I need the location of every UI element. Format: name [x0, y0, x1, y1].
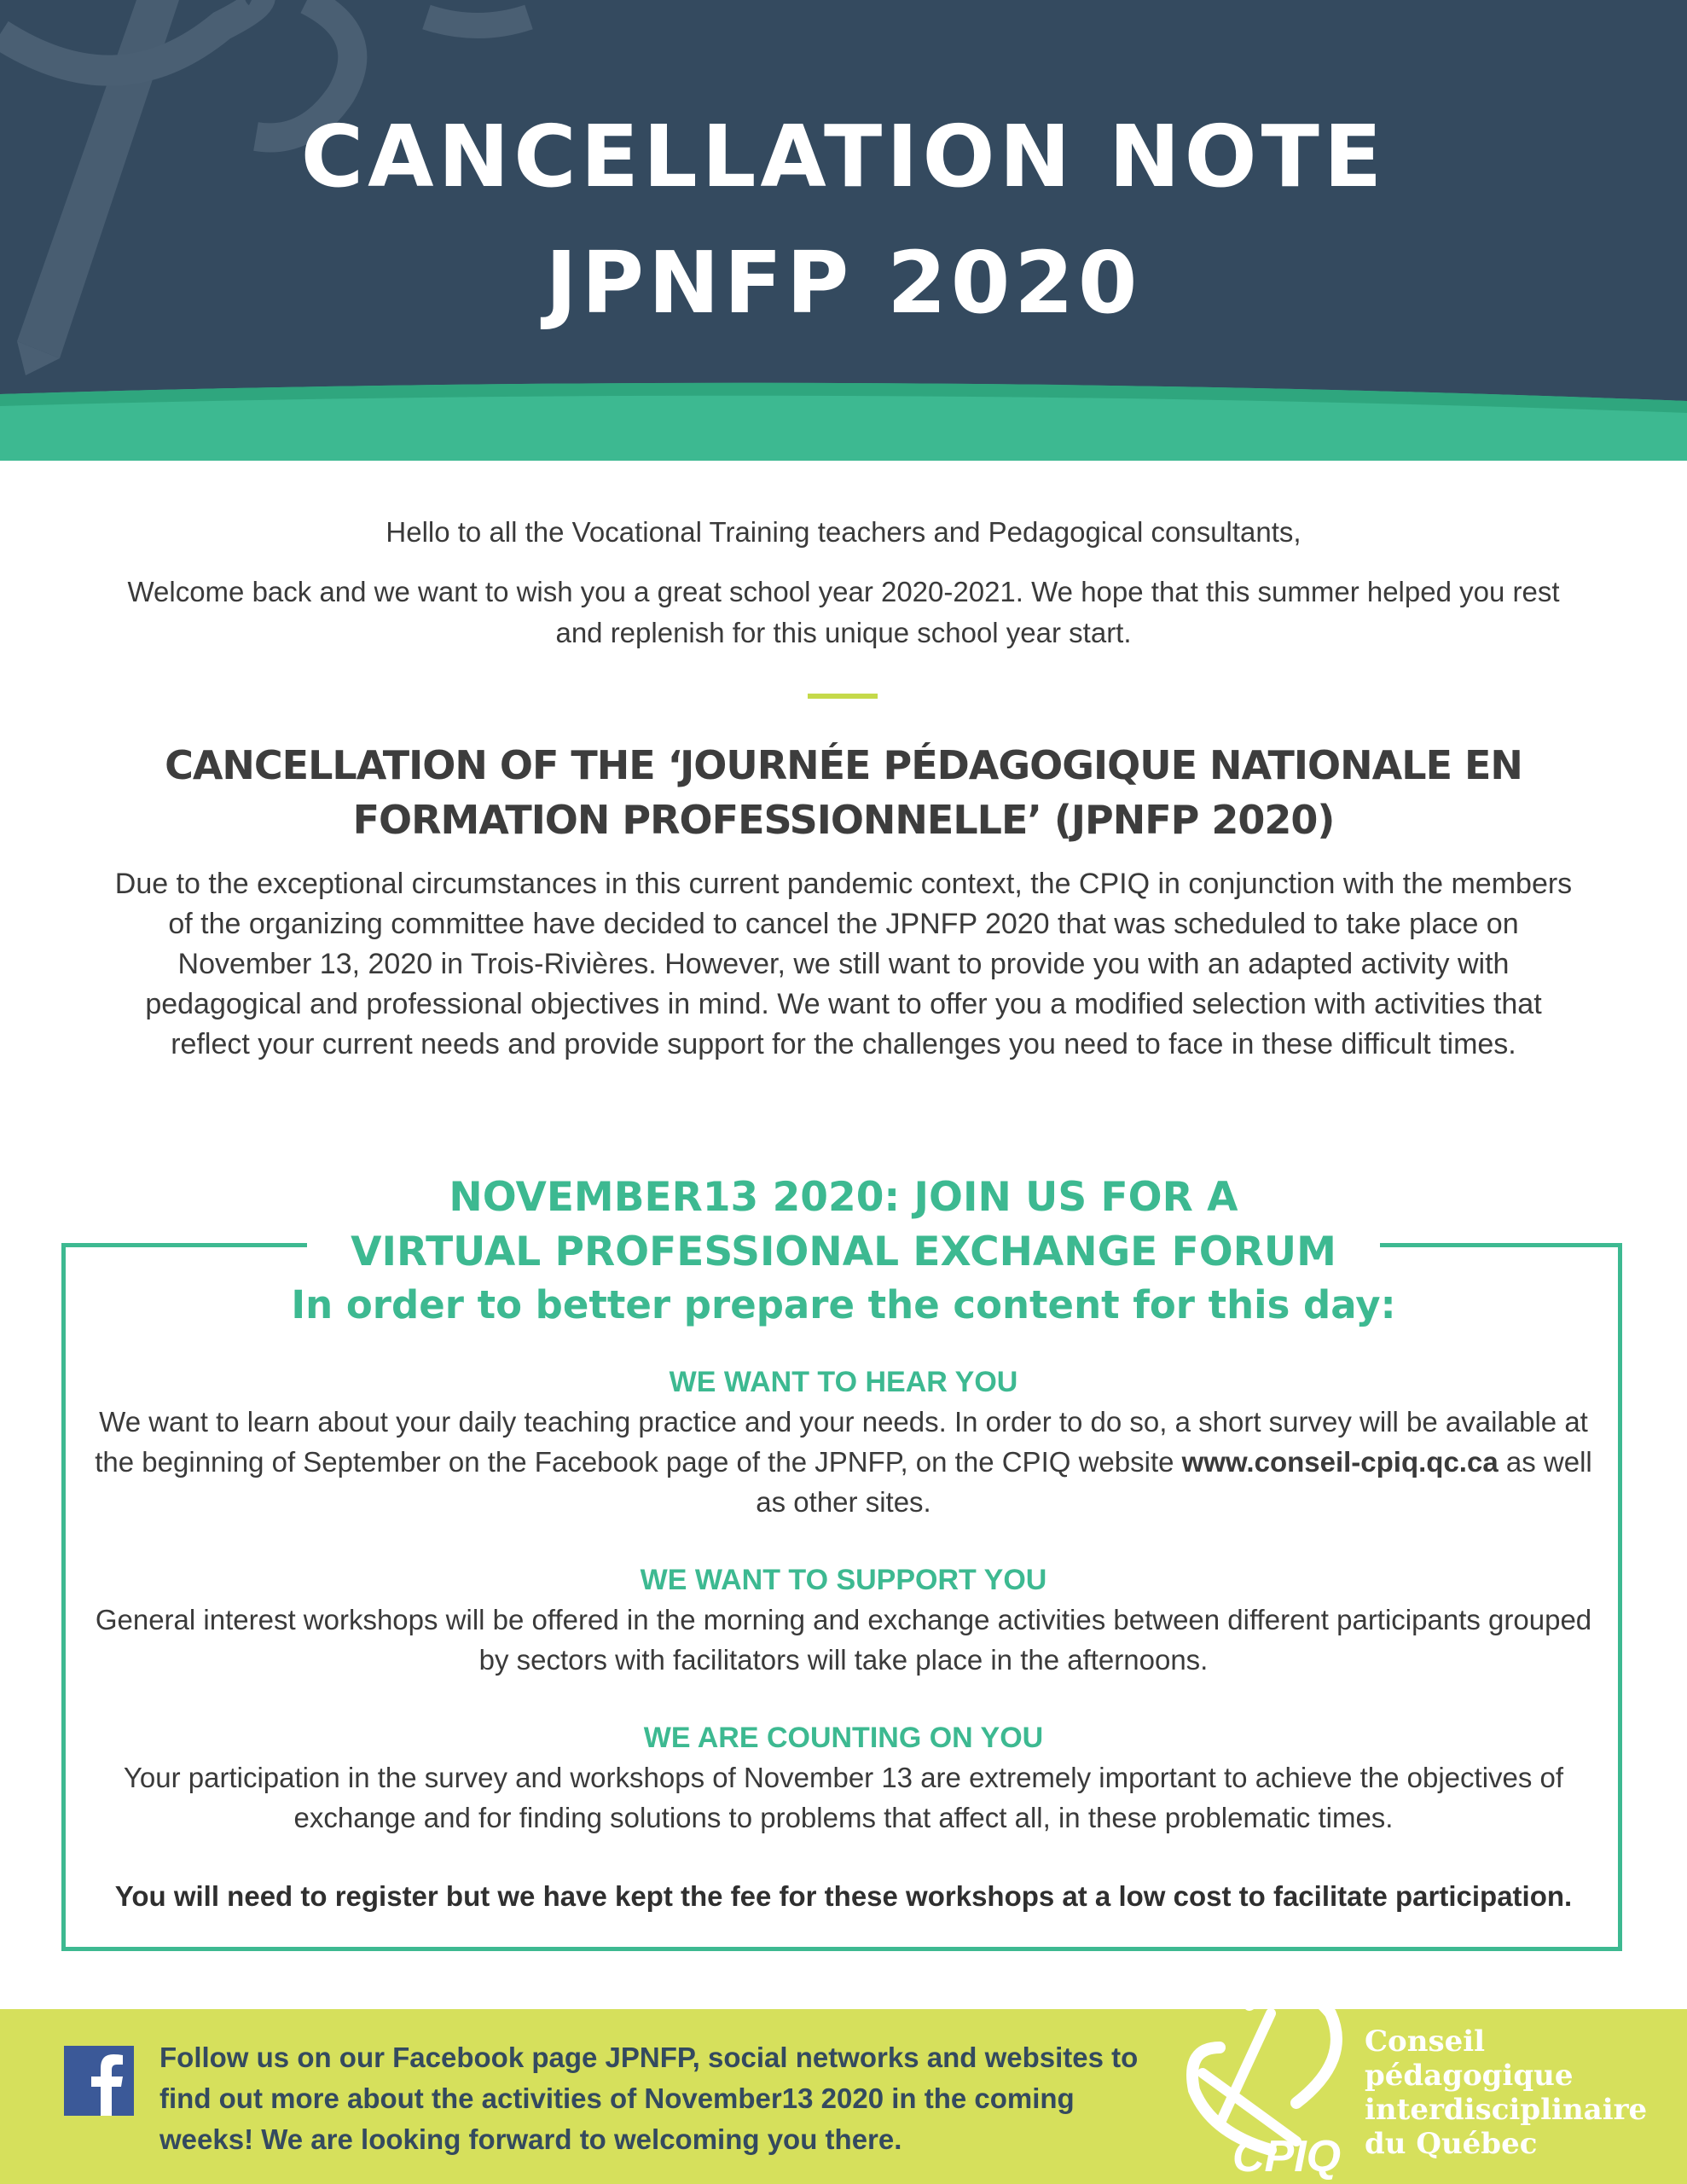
footer-text: Follow us on our Facebook page JPNFP, social networks and websites to find out more about the activities of November13 2020 in the coming weeks! We are looking forward to welcoming you there.: [159, 2042, 1139, 2155]
support-section: [77, 1560, 1610, 1680]
header-banner: [0, 0, 1687, 461]
cpiq-logo: [1168, 1979, 1365, 2180]
counting-section: [77, 1718, 1610, 1838]
cancellation-title: CANCELLATION OF THE ‘JOURNÉE PÉDAGOGIQUE NATIONALE EN FORMATION PROFESSIONNELLE’ (JPNFP 2020): [165, 742, 1522, 843]
cpiq-website-link[interactable]: www.conseil-cpiq.qc.ca: [1181, 1446, 1499, 1478]
hear-text-start: We want to learn about your daily teaching practice and your needs. In order to do so, a short survey will be available at the beginning of September on the Facebook page of the JPNFP, on the CPIQ website: [95, 1406, 1588, 1478]
greeting-text: Hello to all the Vocational Training teachers and Pedagogical consultants,: [386, 516, 1301, 548]
org-name-line3: interdisciplinaire: [1365, 2093, 1648, 2127]
header-green-band: [0, 375, 1687, 461]
support-text: General interest workshops will be offered in the morning and exchange activities between different participants grouped by sectors with facilitators will take place in the afternoons.: [95, 1604, 1592, 1676]
forum-heading: [307, 1170, 1380, 1280]
forum-heading-line2: VIRTUAL PROFESSIONAL EXCHANGE FORUM: [351, 1228, 1336, 1275]
org-name-line1: Conseil: [1365, 2024, 1486, 2059]
hear-text: [77, 1402, 1610, 1522]
organization-name: [1365, 2024, 1672, 2161]
hear-text-end: as well as other sites.: [756, 1446, 1592, 1518]
org-name-line2: pédagogique: [1365, 2059, 1574, 2093]
page-title: [0, 94, 1687, 346]
page-title-line1: CANCELLATION NOTE: [300, 107, 1387, 206]
cancellation-body: Due to the exceptional circumstances in this current pandemic context, the CPIQ in conjunction with the members of the organizing committee have decided to cancel the JPNFP 2020 that was scheduled to take place on November 13, 2020 in Trois-Rivières. However, we still want to provide you with an adapted activity with pedagogical and professional objectives in mind. We want to offer you a modified selection with activities that reflect your current needs and provide support for the challenges you need to face in these difficult times.: [114, 868, 1573, 1060]
hear-title: WE WANT TO HEAR YOU: [669, 1366, 1018, 1398]
forum-subheading: In order to better prepare the content for this day:: [291, 1282, 1396, 1327]
page-title-line2: JPNFP 2020: [545, 233, 1142, 333]
forum-heading-line1: NOVEMBER13 2020: JOIN US FOR A: [449, 1174, 1238, 1221]
intro-section: [119, 512, 1568, 653]
registration-note: You will need to register but we have kept the fee for these workshops at a low cost to facilitate participation.: [114, 1880, 1573, 1912]
org-name-line4: du Québec: [1365, 2127, 1538, 2161]
counting-title: WE ARE COUNTING ON YOU: [643, 1722, 1044, 1754]
counting-text: Your participation in the survey and workshops of November 13 are extremely important to achieve the objectives of exchange and for finding solutions to problems that affect all, in these problematic times.: [123, 1762, 1564, 1833]
section-divider: [808, 694, 878, 699]
support-title: WE WANT TO SUPPORT YOU: [640, 1564, 1047, 1596]
welcome-text: Welcome back and we want to wish you a great school year 2020-2021. We hope that this summer helped you rest and replenish for this unique school year start.: [127, 576, 1560, 648]
cpiq-logo-text: CPIQ: [1232, 2132, 1342, 2180]
hear-section: [77, 1362, 1610, 1522]
facebook-icon[interactable]: [64, 2046, 134, 2116]
